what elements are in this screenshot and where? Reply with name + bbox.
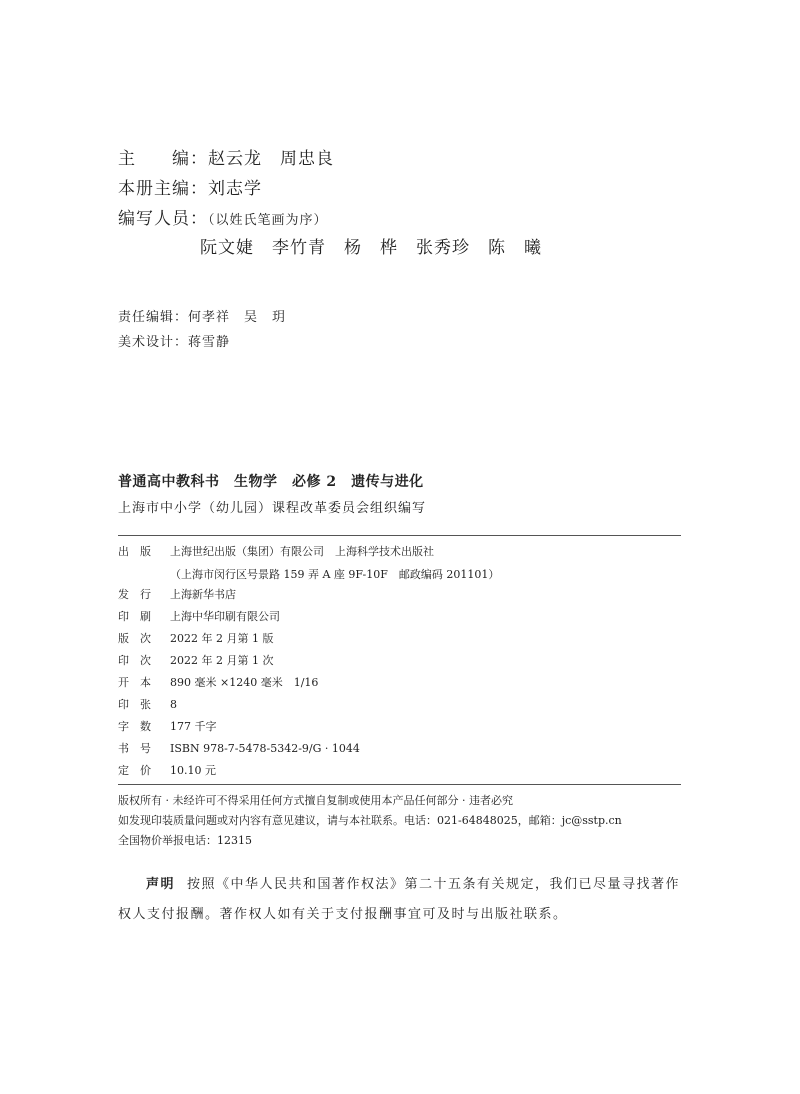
pub-label: 书 号 [118, 742, 151, 755]
price-report-notice: 全国物价举报电话：12315 [118, 834, 252, 847]
volume-editor: 刘志学 [208, 179, 262, 199]
pub-label: 字 数 [118, 720, 151, 733]
pub-value: 上海世纪出版（集团）有限公司 上海科学技术出版社 [170, 545, 434, 558]
pub-label: 印 刷 [118, 610, 151, 623]
writer-name: 李竹青 [272, 238, 326, 258]
chief-editors-line [118, 144, 334, 169]
pub-row [118, 631, 273, 647]
pub-label: 印 次 [118, 654, 151, 667]
pub-label: 定 价 [118, 764, 151, 777]
writers-list [200, 233, 560, 258]
pub-label: 版 次 [118, 632, 151, 645]
pub-row [118, 653, 273, 669]
declaration [118, 870, 684, 930]
declaration-label: 声明 [146, 877, 176, 892]
pub-value: 177 千字 [170, 720, 217, 733]
pub-value: 890 毫米 ×1240 毫米 1/16 [170, 676, 319, 689]
volume-editor-label: 本册主编： [118, 179, 208, 199]
pub-value: 10.10 元 [170, 764, 216, 777]
declaration-text: 按照《中华人民共和国著作权法》第二十五条有关规定，我们已尽量寻找著作权人支付报酬。著作权人如有关于支付报酬事宜可及时与出版社联系。 [118, 877, 681, 922]
pub-value: 2022 年 2 月第 1 版 [170, 632, 274, 645]
top-rule [118, 535, 681, 536]
book-compiler: 上海市中小学（幼儿园）课程改革委员会组织编写 [118, 501, 427, 516]
pub-row [118, 544, 434, 560]
pub-row [118, 763, 216, 779]
art-design-label: 美术设计： [118, 335, 189, 350]
pub-label: 印 张 [118, 698, 151, 711]
writers-note: （以姓氏笔画为序） [208, 213, 328, 228]
responsible-editor-line [118, 306, 286, 325]
pub-value: 上海中华印刷有限公司 [170, 610, 280, 623]
pub-value: ISBN 978-7-5478-5342-9/G · 1044 [170, 742, 360, 755]
copyright-notice: 版权所有 · 未经许可不得采用任何方式擅自复制或使用本产品任何部分 · 违者必究 [118, 794, 513, 807]
pub-row [118, 609, 280, 625]
writers-line [118, 204, 328, 229]
pub-row [118, 741, 360, 757]
writers-label: 编写人员： [118, 209, 208, 229]
pub-label: 发 行 [118, 588, 151, 601]
pub-value: （上海市闵行区号景路 159 弄 A 座 9F-10F 邮政编码 201101） [170, 568, 500, 581]
volume-editor-line [118, 174, 262, 199]
pub-row [118, 567, 499, 583]
pub-value: 8 [170, 698, 177, 711]
pub-row [118, 587, 236, 603]
book-title: 普通高中教科书 生物学 必修 2 遗传与进化 [118, 474, 424, 490]
pub-value: 2022 年 2 月第 1 次 [170, 654, 274, 667]
bottom-rule [118, 784, 681, 785]
pub-row [118, 675, 318, 691]
art-design-line [118, 331, 230, 350]
art-design: 蒋雪静 [188, 335, 231, 350]
chief-editors-label: 主 编： [118, 149, 208, 169]
chief-editors: 赵云龙 周忠良 [208, 149, 334, 169]
pub-label: 开 本 [118, 676, 151, 689]
writer-name: 阮文婕 [200, 238, 254, 258]
responsible-editor-label: 责任编辑： [118, 310, 189, 325]
writer-name: 张秀珍 [416, 238, 470, 258]
writer-name: 陈 曦 [488, 238, 542, 258]
writer-name: 杨 桦 [344, 238, 398, 258]
pub-label: 出 版 [118, 545, 151, 558]
pub-row [118, 697, 177, 713]
pub-row [118, 719, 217, 735]
contact-notice: 如发现印装质量问题或对内容有意见建议，请与本社联系。电话：021-64848025，邮箱：jc@sstp.cn [118, 814, 622, 827]
pub-value: 上海新华书店 [170, 588, 236, 601]
responsible-editor: 何孝祥 吴 玥 [188, 310, 287, 325]
